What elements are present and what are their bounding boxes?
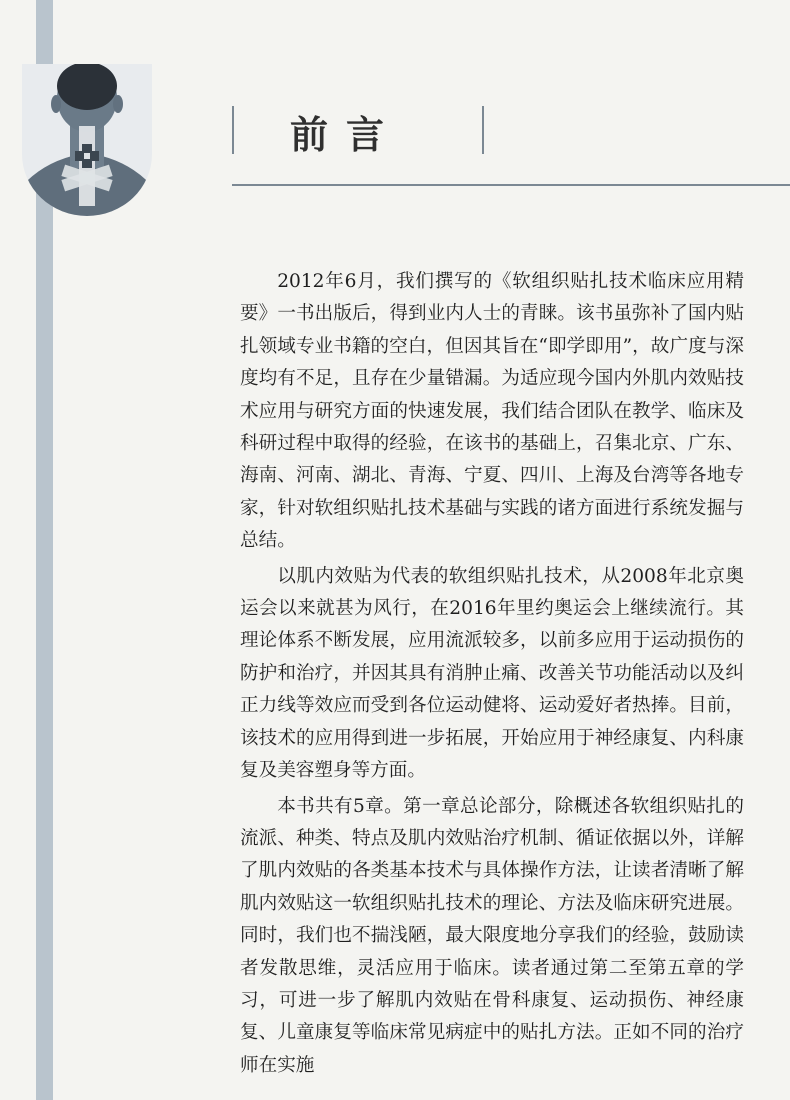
title-rule-right [482,106,484,154]
paragraph: 2012年6月，我们撰写的《软组织贴扎技术临床应用精要》一书出版后，得到业内人士的青睐。该书虽弥补了国内贴扎领域专业书籍的空白，但因其旨在“即学即用”，故广度与深度均有不足，且存在少量错漏。为适应现今国内外肌内效贴技术应用与研究方面的快速发展，我们结合团队在教学、临床及科研过程中取得的经验，在该书的基础上，召集北京、广东、海南、河南、湖北、青海、宁夏、四川、上海及台湾等各地专家，针对软组织贴扎技术基础与实践的诸方面进行系统发掘与总结。 [240,271,744,552]
paragraph: 以肌内效贴为代表的软组织贴扎技术，从2008年北京奥运会以来就甚为风行，在2016年里约奥运会上继续流行。其理论体系不断发展，应用流派较多，以前多应用于运动损伤的防护和治疗，并因其具有消肿止痛、改善关节功能活动以及纠正力线等效应而受到各位运动健将、运动爱好者热捧。目前，该技术的应用得到进一步拓展，开始应用于神经康复、内科康复及美容塑身等方面。 [240,565,744,782]
preface-body [240,266,744,1085]
paragraph: 本书共有5章。第一章总论部分，除概述各软组织贴扎的流派、种类、特点及肌内效贴治疗机制、循证依据以外，详解了肌内效贴的各类基本技术与具体操作方法，让读者清晰了解肌内效贴这一软组织贴扎技术的理论、方法及临床研究进展。同时，我们也不揣浅陋，最大限度地分享我们的经验，鼓励读者发散思维，灵活应用于临床。读者通过第二至第五章的学习，可进一步了解肌内效贴在骨科康复、运动损伤、神经康复、儿童康复等临床常见病症中的贴扎方法。正如不同的治疗师在实施 [240,795,744,1076]
neck-kinesio-tape-illustration-icon [22,64,152,216]
title-underline [232,184,790,186]
page-title: 前言 [290,112,403,157]
title-rule-left [232,106,234,154]
heading-block [232,104,790,190]
